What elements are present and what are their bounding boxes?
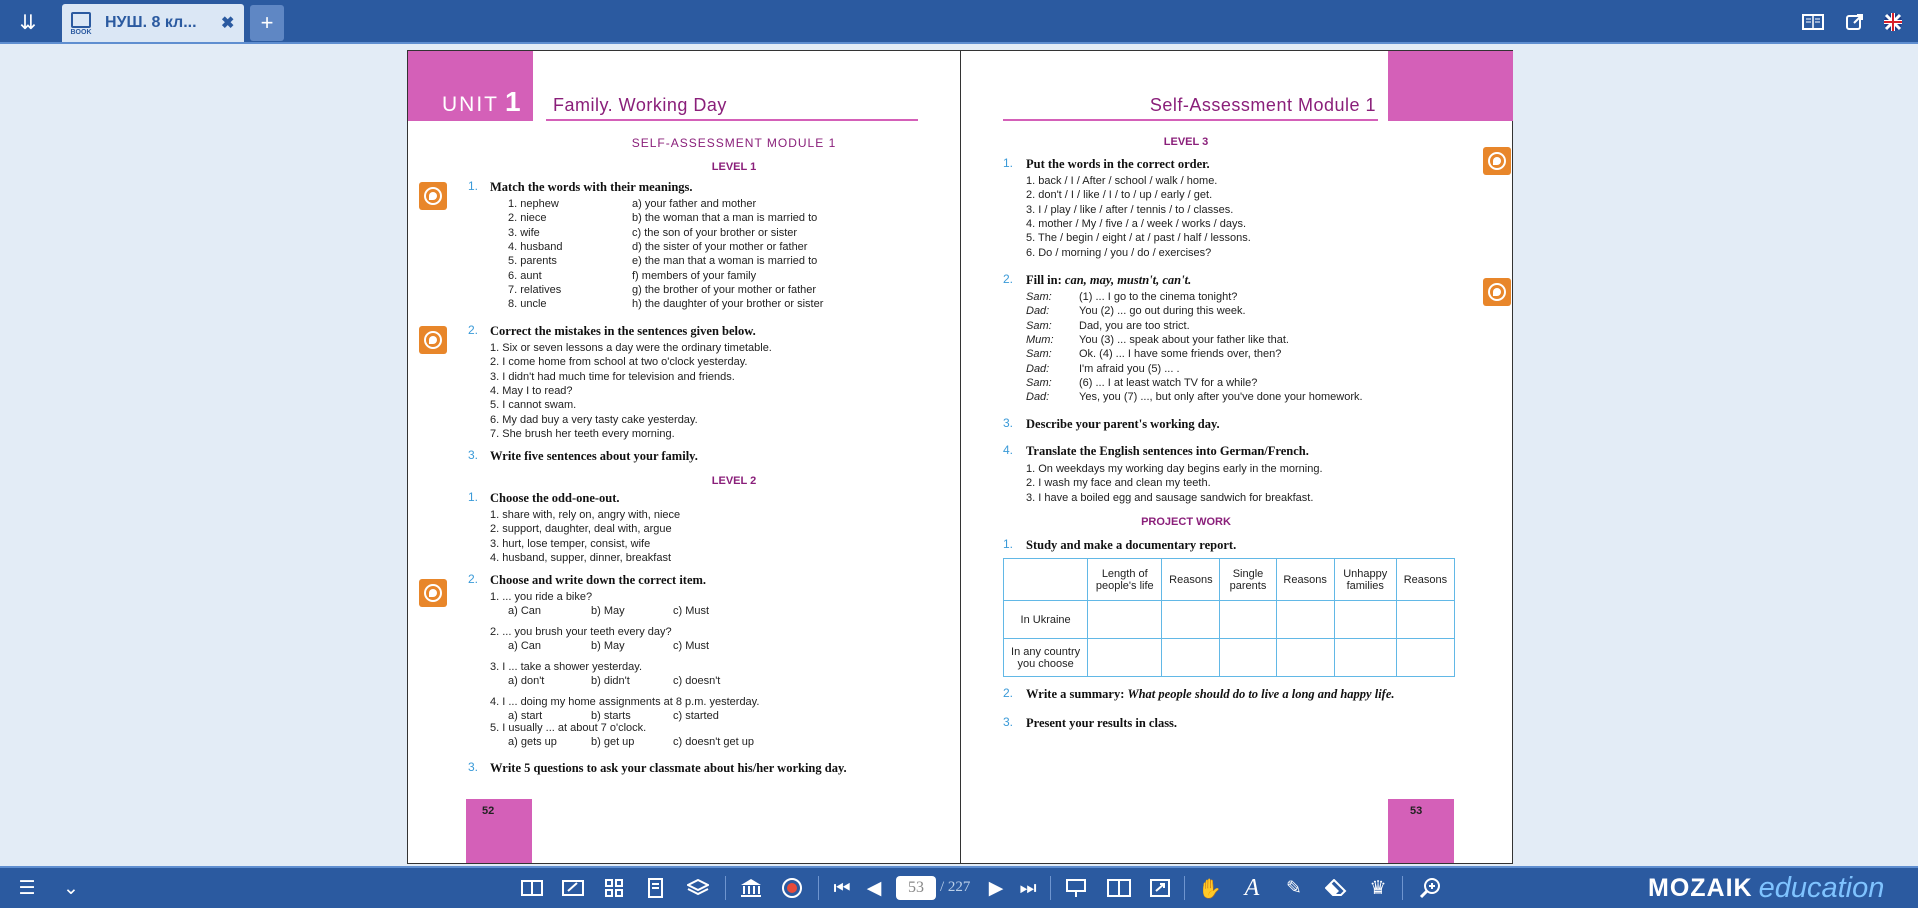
table-header-cell xyxy=(1004,559,1088,601)
choice-question: 3. I ... take a shower yesterday. xyxy=(490,661,643,673)
task-instruction: Translate the English sentences into German/French. xyxy=(1026,444,1309,458)
dialogue-line: Ok. (4) ... I have some friends over, then? xyxy=(1079,348,1282,361)
word-order-item: 4. mother / My / five / a / week / works / days. xyxy=(1026,217,1247,230)
task-instruction: Study and make a documentary report. xyxy=(1026,538,1237,552)
word-order-item: 6. Do / morning / you / do / exercises? xyxy=(1026,246,1212,259)
table-header-cell: Reasons xyxy=(1396,559,1454,601)
dialogue-speaker: Sam: xyxy=(1026,348,1052,361)
odd-one-out-item: 1. share with, rely on, angry with, niece xyxy=(490,509,681,521)
level2-heading: LEVEL 2 xyxy=(711,475,757,487)
table-cell xyxy=(1162,601,1220,639)
match-meaning: f) members of your family xyxy=(632,269,757,282)
task-instruction xyxy=(1026,273,1191,288)
left-page xyxy=(408,51,960,863)
table-row-label: In any country you choose xyxy=(1004,639,1088,677)
total-pages: / 227 xyxy=(940,879,971,895)
brand-sub: education xyxy=(1758,871,1885,904)
page-number: 52 xyxy=(482,805,495,817)
odd-one-out-item: 3. hurt, lose temper, consist, wife xyxy=(490,537,651,550)
book-view-icon[interactable] xyxy=(518,875,546,901)
documentary-report-table xyxy=(1003,558,1455,677)
task-instruction-prefix: Write a summary: xyxy=(1026,687,1128,701)
table-header-cell: Reasons xyxy=(1276,559,1334,601)
mistake-sentence: 5. I cannot swam. xyxy=(490,399,577,412)
table-header-cell: Reasons xyxy=(1162,559,1220,601)
task-icon[interactable] xyxy=(419,579,447,607)
module-header-title: Self-Assessment Module 1 xyxy=(1149,95,1376,115)
summary-topic: What people should do to live a long and happy life. xyxy=(1127,687,1395,701)
toolbar-separator xyxy=(1050,876,1051,900)
match-word: 7. relatives xyxy=(508,283,562,296)
brand-name: MOZAIK xyxy=(1648,873,1753,902)
close-tab-icon[interactable]: ✖ xyxy=(221,15,235,32)
table-cell xyxy=(1276,601,1334,639)
table-header-cell: Unhappy families xyxy=(1334,559,1396,601)
mistake-sentence: 3. I didn't had much time for television and friends. xyxy=(490,370,735,383)
choice-question: 4. I ... doing my home assignments at 8 p.m. yesterday. xyxy=(490,696,760,708)
task-number: 2. xyxy=(1003,272,1014,286)
choice-option: c) doesn't get up xyxy=(673,736,754,748)
table-header-cell: Single parents xyxy=(1220,559,1276,601)
table-header-cell: Length of people's life xyxy=(1088,559,1162,601)
hand-tool-icon[interactable]: ✋ xyxy=(1198,877,1222,900)
table-cell xyxy=(1220,601,1276,639)
task-instruction: Choose the odd-one-out. xyxy=(490,491,620,505)
translate-sentence: 3. I have a boiled egg and sausage sandwich for breakfast. xyxy=(1026,491,1314,504)
table-cell xyxy=(1088,639,1162,677)
dialogue-speaker: Dad: xyxy=(1026,391,1050,404)
tools-icon[interactable]: ♛ xyxy=(1369,877,1387,899)
match-meaning: d) the sister of your mother or father xyxy=(632,240,808,253)
right-page xyxy=(961,51,1513,863)
choice-option: b) May xyxy=(591,605,625,617)
table-row xyxy=(1004,639,1455,677)
page-number: 53 xyxy=(1410,805,1423,817)
dialogue-speaker: Mum: xyxy=(1026,333,1054,346)
choice-question: 5. I usually ... at about 7 o'clock. xyxy=(490,722,647,734)
grid-view-icon[interactable] xyxy=(600,875,628,901)
task-instruction: Present your results in class. xyxy=(1026,716,1178,730)
task-number: 2. xyxy=(1003,686,1014,700)
match-meaning: a) your father and mother xyxy=(632,198,757,210)
media-record-icon[interactable] xyxy=(777,875,807,901)
toolbar-separator xyxy=(1402,876,1403,900)
dialogue-speaker: Sam: xyxy=(1026,376,1052,389)
menu-icon[interactable]: ☰ xyxy=(18,877,36,899)
choice-option: c) Must xyxy=(673,640,710,652)
dialogue-line: I'm afraid you (5) ... . xyxy=(1079,362,1180,375)
mistake-sentence: 6. My dad buy a very tasty cake yesterday. xyxy=(490,413,698,426)
choice-option: b) didn't xyxy=(591,675,630,687)
next-page-icon[interactable]: ▶ xyxy=(988,877,1004,899)
task-number: 2. xyxy=(468,323,479,337)
choice-option: c) started xyxy=(673,710,719,722)
book-icon xyxy=(67,10,95,36)
match-word: 3. wife xyxy=(508,226,540,239)
dialogue-line: Yes, you (7) ..., but only after you've done your homework. xyxy=(1079,391,1363,404)
table-row-label: In Ukraine xyxy=(1004,601,1088,639)
task-instruction-prefix: Fill in: xyxy=(1026,273,1065,287)
table-row xyxy=(1004,601,1455,639)
mistake-sentence: 4. May I to read? xyxy=(490,384,573,397)
dialogue-line: Dad, you are too strict. xyxy=(1079,319,1190,332)
choice-option: a) Can xyxy=(508,605,542,617)
unit-title: Family. Working Day xyxy=(553,95,727,115)
match-meaning: b) the woman that a man is married to xyxy=(632,212,818,225)
match-word: 1. nephew xyxy=(508,198,559,210)
task-instruction: Write five sentences about your family. xyxy=(490,449,698,463)
choice-option: a) Can xyxy=(508,640,542,652)
header-box xyxy=(1388,51,1513,121)
first-page-icon[interactable]: ⏮ xyxy=(833,877,851,899)
match-meaning: h) the daughter of your brother or sister xyxy=(632,298,824,311)
last-page-icon[interactable]: ⏭ xyxy=(1019,877,1037,899)
word-order-item: 5. The / begin / eight / at / past / half / lessons. xyxy=(1026,232,1251,245)
task-instruction: Correct the mistakes in the sentences given below. xyxy=(490,324,756,338)
odd-one-out-item: 2. support, daughter, deal with, argue xyxy=(490,523,672,536)
eraser-icon[interactable] xyxy=(1322,875,1350,901)
search-icon[interactable] xyxy=(1416,875,1444,901)
brand-logo xyxy=(1648,872,1884,904)
unit-number: 1 xyxy=(505,86,521,117)
page-number-box xyxy=(466,799,532,863)
task-number: 3. xyxy=(1003,715,1014,729)
choice-option: b) starts xyxy=(591,710,631,722)
dialogue-speaker: Sam: xyxy=(1026,291,1052,303)
tab-title: НУШ. 8 кл... xyxy=(105,14,197,31)
task-number: 1. xyxy=(468,490,479,504)
choice-option: b) get up xyxy=(591,736,635,748)
mistake-sentence: 1. Six or seven lessons a day were the ordinary timetable. xyxy=(490,342,772,354)
toolbar-separator xyxy=(818,876,819,900)
word-order-item: 2. don't / I / like / I / to / up / early / get. xyxy=(1026,189,1213,202)
highlighter-icon[interactable]: ✎ xyxy=(1286,877,1302,899)
top-toolbar xyxy=(0,0,1918,44)
dialogue-speaker: Dad: xyxy=(1026,305,1050,318)
double-page-icon[interactable] xyxy=(1104,875,1134,901)
level1-heading: LEVEL 1 xyxy=(711,161,757,173)
translate-sentence: 1. On weekdays my working day begins early in the morning. xyxy=(1026,463,1323,475)
word-order-item: 3. I / play / like / after / tennis / to / classes. xyxy=(1026,203,1234,216)
book-spread xyxy=(407,50,1513,864)
translate-sentence: 2. I wash my face and clean my teeth. xyxy=(1026,477,1211,490)
previous-page-icon[interactable]: ◀ xyxy=(866,877,882,899)
book-tab[interactable] xyxy=(62,4,244,42)
text-tool-icon[interactable]: A xyxy=(1244,874,1260,901)
choice-question: 1. ... you ride a bike? xyxy=(490,591,593,603)
task-number: 3. xyxy=(468,760,479,774)
match-word: 5. parents xyxy=(508,255,557,268)
task-number: 3. xyxy=(1003,416,1014,430)
workbook-icon[interactable] xyxy=(559,875,587,901)
task-number: 1. xyxy=(468,179,479,193)
table-cell xyxy=(1162,639,1220,677)
chevron-down-icon[interactable]: ⌄ xyxy=(63,877,79,899)
task-number: 1. xyxy=(1003,537,1014,551)
task-instruction: Put the words in the correct order. xyxy=(1026,157,1210,171)
choice-question: 2. ... you brush your teeth every day? xyxy=(490,626,672,638)
task-icon[interactable] xyxy=(1483,147,1511,175)
table-cell xyxy=(1396,601,1454,639)
table-cell xyxy=(1220,639,1276,677)
mistake-sentence: 7. She brush her teeth every morning. xyxy=(490,427,675,440)
task-instruction: Describe your parent's working day. xyxy=(1026,417,1220,431)
match-meaning: c) the son of your brother or sister xyxy=(632,226,798,239)
task-instruction: Write 5 questions to ask your classmate about his/her working day. xyxy=(490,761,847,775)
mistake-sentence: 2. I come home from school at two o'clock yesterday. xyxy=(490,356,748,369)
fill-in-words: can, may, mustn't, can't. xyxy=(1064,273,1192,287)
current-page-input[interactable]: 53 xyxy=(896,876,936,900)
toolbar-separator xyxy=(725,876,726,900)
collapse-menu-icon[interactable]: ⇊ xyxy=(19,10,37,34)
table-cell xyxy=(1396,639,1454,677)
table-cell xyxy=(1334,639,1396,677)
level3-heading: LEVEL 3 xyxy=(1163,136,1209,148)
presentation-icon[interactable] xyxy=(1062,875,1090,901)
match-word: 2. niece xyxy=(508,212,547,225)
notes-icon[interactable] xyxy=(642,875,670,901)
task-icon[interactable] xyxy=(419,182,447,210)
task-icon[interactable] xyxy=(419,326,447,354)
dialogue-line: You (2) ... go out during this week. xyxy=(1079,305,1246,318)
toolbar-separator xyxy=(1184,876,1185,900)
library-icon[interactable] xyxy=(736,875,766,901)
dialogue-line: You (3) ... speak about your father like that. xyxy=(1079,333,1289,346)
header-rule xyxy=(1003,119,1378,121)
task-number: 1. xyxy=(1003,156,1014,170)
task-instruction: Match the words with their meanings. xyxy=(490,180,693,194)
fit-screen-icon[interactable] xyxy=(1146,875,1174,901)
table-cell xyxy=(1334,601,1396,639)
external-link-icon[interactable] xyxy=(1842,9,1868,35)
book-icon-label: BOOK xyxy=(70,29,92,36)
choice-option: c) Must xyxy=(673,605,710,617)
choice-option: b) May xyxy=(591,640,625,652)
new-tab-button[interactable]: + xyxy=(250,5,284,41)
unit-label: UNIT xyxy=(442,93,499,116)
task-number: 2. xyxy=(468,572,479,586)
dialogue-speaker: Dad: xyxy=(1026,362,1050,375)
task-number: 4. xyxy=(1003,443,1014,457)
match-word: 4. husband xyxy=(508,240,563,253)
task-instruction xyxy=(1026,687,1395,702)
table-cell xyxy=(1088,601,1162,639)
match-meaning: e) the man that a woman is married to xyxy=(632,255,818,268)
choice-option: a) gets up xyxy=(508,736,557,748)
word-order-item: 1. back / I / After / school / walk / home. xyxy=(1026,175,1218,187)
module-title: SELF-ASSESSMENT MODULE 1 xyxy=(631,136,837,150)
dialogue-speaker: Sam: xyxy=(1026,319,1052,332)
choice-option: c) doesn't xyxy=(673,675,721,687)
header-rule xyxy=(546,119,918,121)
table-header-row xyxy=(1004,559,1455,601)
odd-one-out-item: 4. husband, supper, dinner, breakfast xyxy=(490,551,672,564)
choice-option: a) don't xyxy=(508,675,545,687)
match-meaning: g) the brother of your mother or father xyxy=(632,283,817,296)
dialogue-line: (6) ... I at least watch TV for a while? xyxy=(1079,376,1258,389)
choice-option: a) start xyxy=(508,710,543,722)
reader-view-icon[interactable] xyxy=(1800,9,1826,35)
task-number: 3. xyxy=(468,448,479,462)
task-icon[interactable] xyxy=(1483,278,1511,306)
dialogue-line: (1) ... I go to the cinema tonight? xyxy=(1079,291,1238,303)
layers-icon[interactable] xyxy=(683,875,713,901)
task-instruction: Choose and write down the correct item. xyxy=(490,573,707,587)
table-cell xyxy=(1276,639,1334,677)
project-work-heading: PROJECT WORK xyxy=(1141,516,1231,528)
language-flag-icon[interactable] xyxy=(1880,9,1906,35)
match-word: 8. uncle xyxy=(508,298,547,311)
match-word: 6. aunt xyxy=(508,269,542,282)
